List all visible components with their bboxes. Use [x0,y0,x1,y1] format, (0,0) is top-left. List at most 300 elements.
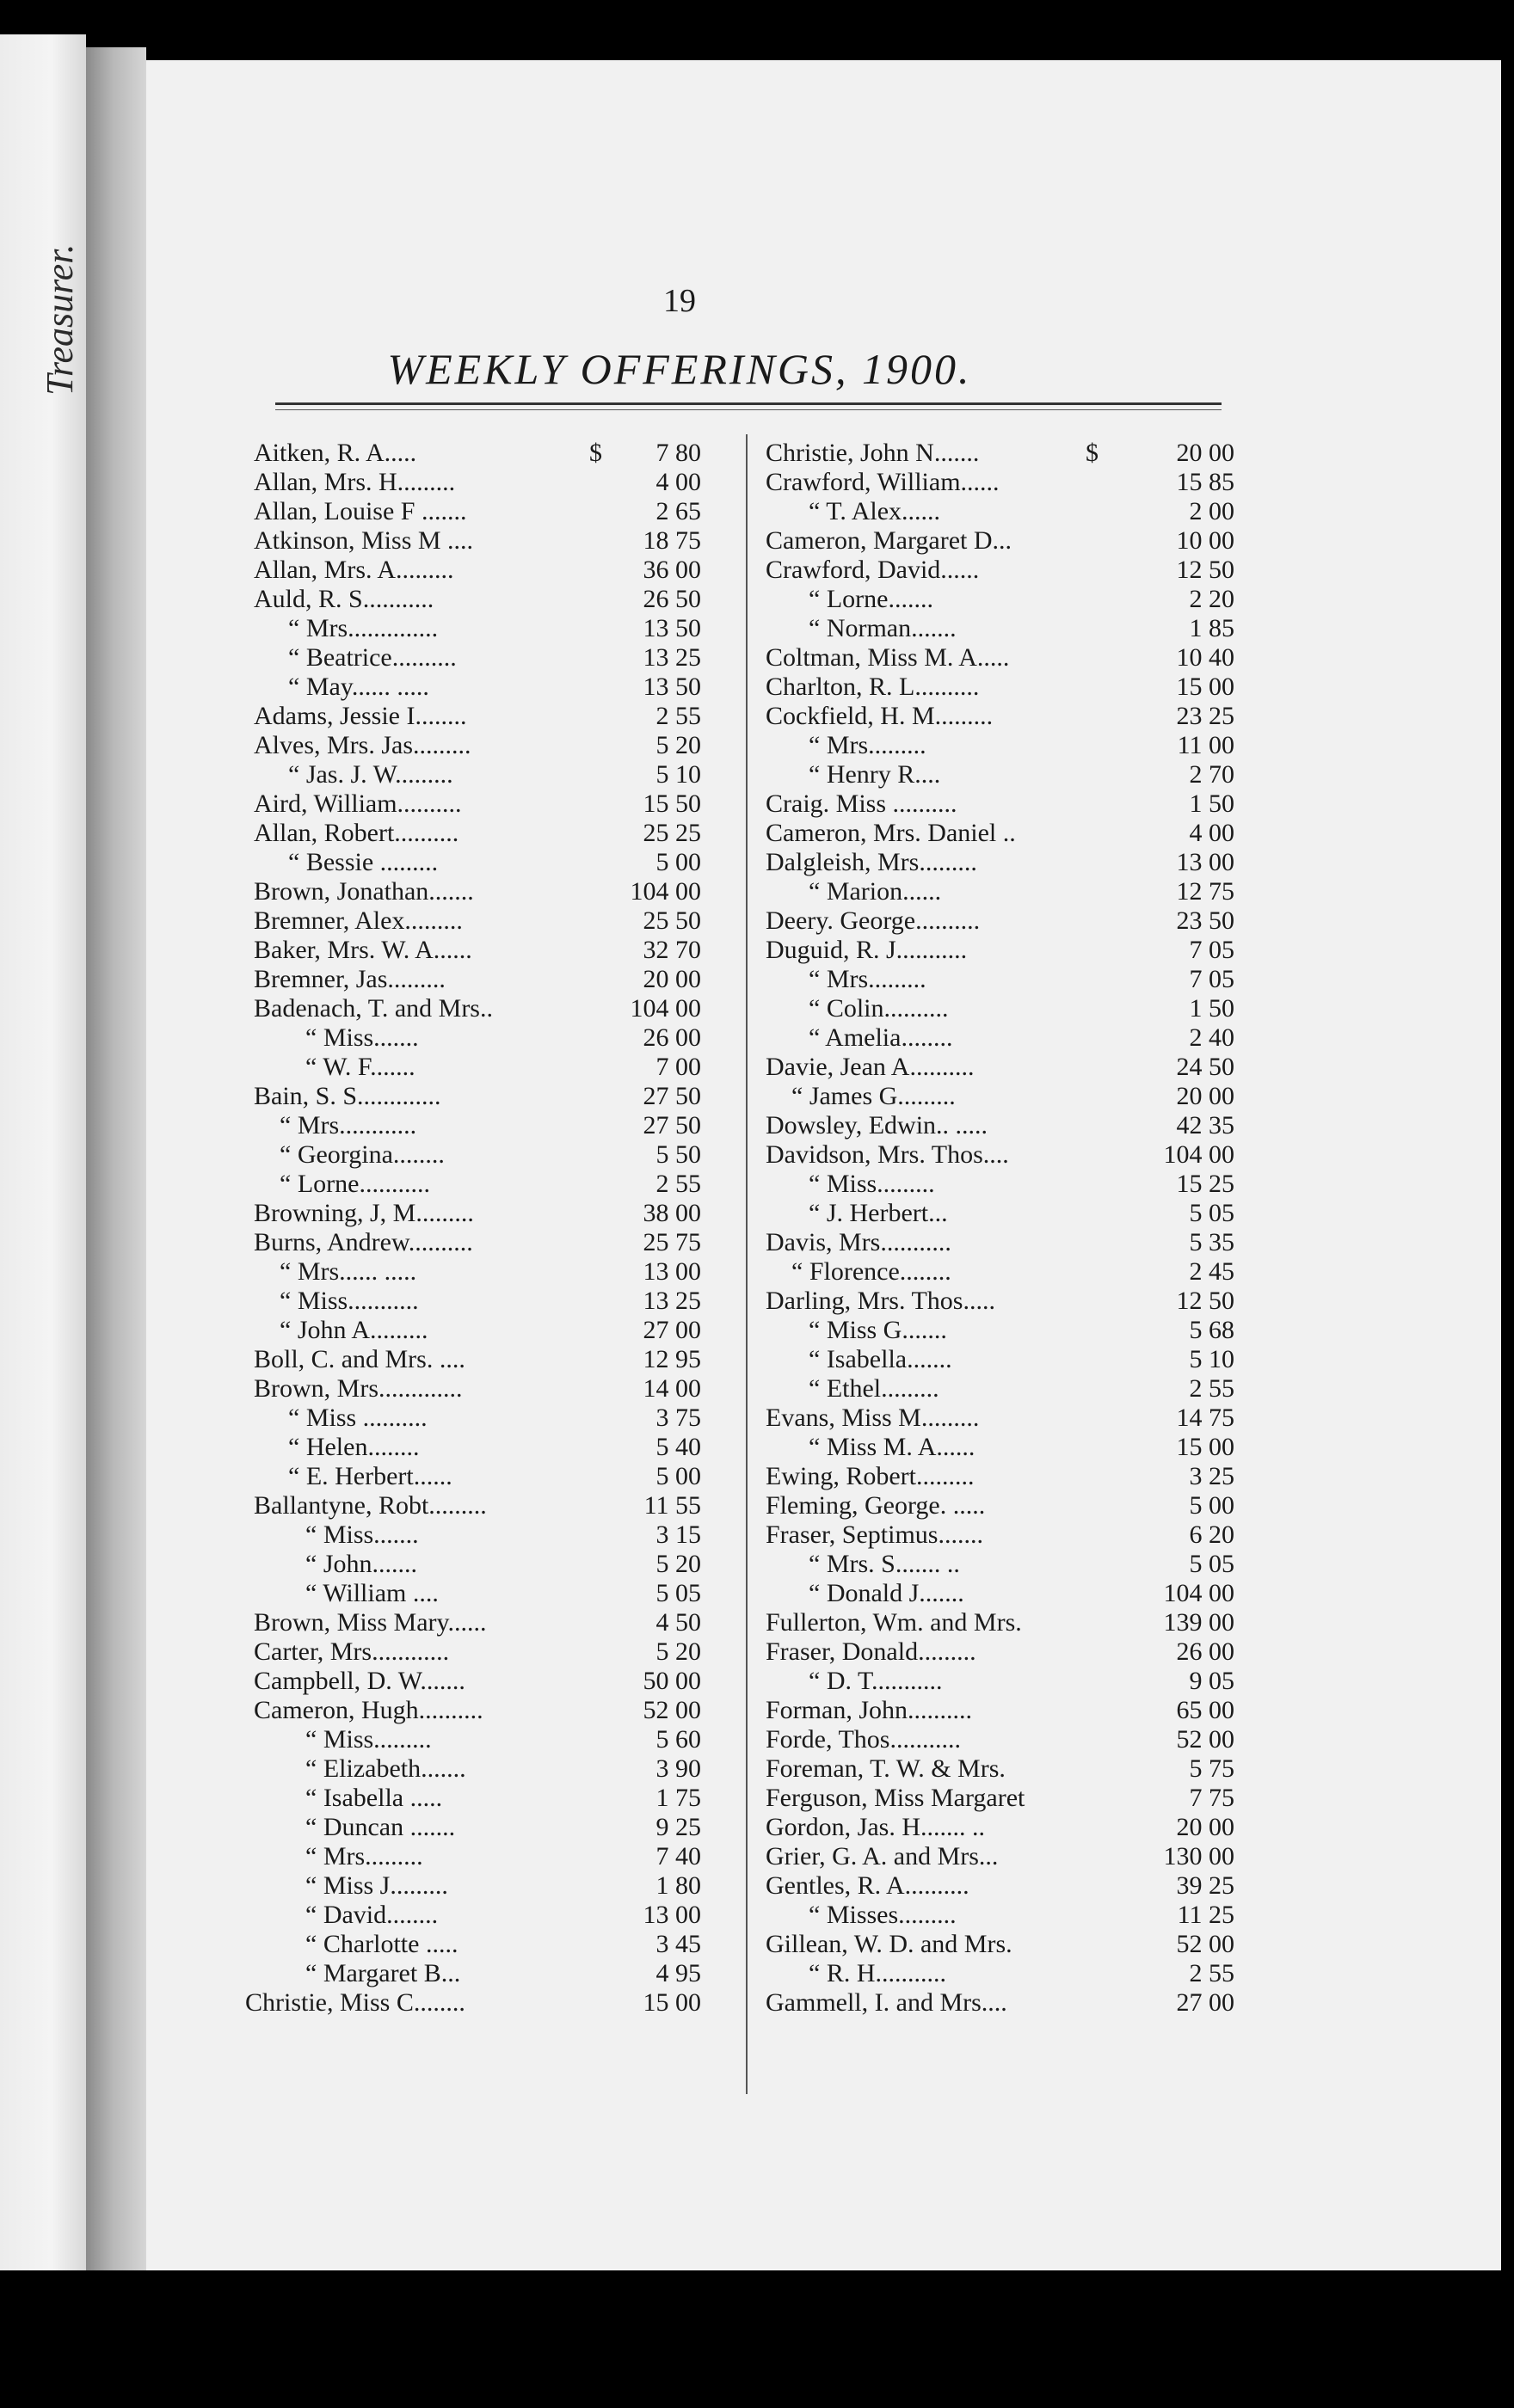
right-column [757,439,1234,2018]
table-row [254,1754,723,1784]
table-row [254,1082,723,1111]
previous-page-text: Treasurer. [39,243,81,396]
offering-amount: 26 00 [643,1023,701,1052]
donor-name: “ J. Herbert... [809,1199,948,1227]
offering-amount: 1 50 [1189,994,1234,1023]
donor-name: Boll, C. and Mrs. .... [254,1345,465,1373]
table-row [757,936,1234,965]
offering-amount: 104 00 [630,994,701,1023]
offering-amount: 23 25 [1176,702,1234,730]
table-row [757,1462,1234,1491]
donor-name: “ Miss .......... [288,1404,428,1432]
offering-amount: 1 85 [1189,614,1234,642]
offering-amount: 38 00 [643,1199,701,1227]
table-row [757,1550,1234,1579]
table-row [757,1579,1234,1608]
offering-amount: 130 00 [1163,1842,1234,1870]
offering-amount: 65 00 [1176,1696,1234,1724]
document-page [146,60,1501,2270]
donor-name: Forman, John.......... [766,1696,972,1724]
donor-name: Davie, Jean A.......... [766,1053,975,1081]
donor-name: Bain, S. S............. [254,1082,441,1110]
donor-name: “ Charlotte ..... [305,1930,459,1958]
offering-amount: 2 45 [1189,1257,1234,1286]
offering-amount: 1 50 [1189,789,1234,818]
donor-name: “ Elizabeth....... [305,1754,466,1783]
donor-name: “ Mrs. S....... .. [809,1550,960,1578]
table-row [757,1111,1234,1140]
table-row [254,1813,723,1842]
table-row [757,585,1234,614]
table-row [757,1082,1234,1111]
donor-name: Bremner, Jas......... [254,965,446,993]
table-row [254,1637,723,1667]
donor-name: Allan, Mrs. A......... [254,556,454,584]
table-row [254,702,723,731]
offering-amount: 3 45 [655,1930,701,1958]
offering-amount: 24 50 [1176,1053,1234,1081]
donor-name: Allan, Mrs. H......... [254,468,456,496]
table-row [254,1930,723,1959]
table-row [757,1140,1234,1170]
table-row [254,468,723,497]
offering-amount: 13 50 [643,614,701,642]
donor-name: “ Mrs......... [305,1842,423,1870]
table-row [254,1345,723,1374]
page-title: WEEKLY OFFERINGS, 1900. [387,345,972,393]
donor-name: “ D. T........... [809,1667,943,1695]
donor-name: Duguid, R. J........... [766,936,968,964]
table-row [254,1608,723,1637]
offering-amount: 14 75 [1176,1404,1234,1432]
table-row [757,497,1234,526]
table-row [254,1491,723,1520]
offering-amount: 25 25 [643,819,701,847]
table-row [757,1754,1234,1784]
donor-name: “ John A......... [280,1316,428,1344]
dollar-sign: $ [1086,439,1099,467]
offering-amount: 3 25 [1189,1462,1234,1490]
offering-amount: 25 75 [643,1228,701,1256]
table-row [245,1988,723,2018]
table-row [757,1228,1234,1257]
offering-amount: 50 00 [643,1667,701,1695]
donor-name: Fleming, George. ..... [766,1491,986,1520]
donor-name: “ Helen........ [288,1433,420,1461]
table-row [254,760,723,789]
offering-amount: 3 75 [655,1404,701,1432]
donor-name: Charlton, R. L.......... [766,673,980,701]
donor-name: Craig. Miss .......... [766,789,957,818]
table-row [757,1170,1234,1199]
donor-name: “ Misses......... [809,1901,957,1929]
offering-amount: 5 68 [1189,1316,1234,1344]
donor-name: Ballantyne, Robt......... [254,1491,487,1520]
table-row [254,1023,723,1053]
table-row [254,1462,723,1491]
offering-amount: 5 00 [655,848,701,876]
donor-name: Christie, Miss C........ [245,1988,465,2017]
offering-amount: 7 40 [655,1842,701,1870]
table-row [757,1930,1234,1959]
table-row [254,1316,723,1345]
donor-name: “ Mrs......... [809,731,926,759]
donor-name: Carter, Mrs............ [254,1637,450,1666]
offering-amount: 2 55 [655,702,701,730]
table-row [757,1433,1234,1462]
table-row [757,1345,1234,1374]
offering-amount: 13 25 [643,1287,701,1315]
donor-name: Darling, Mrs. Thos..... [766,1287,995,1315]
table-row [757,643,1234,673]
book-gutter [86,47,146,2270]
table-row [254,1170,723,1199]
donor-name: Cameron, Hugh.......... [254,1696,483,1724]
table-row [757,556,1234,585]
table-row [757,1404,1234,1433]
table-row [757,1520,1234,1550]
donor-name: Campbell, D. W....... [254,1667,465,1695]
donor-name: Dalgleish, Mrs......... [766,848,977,876]
offering-amount: 26 50 [643,585,701,613]
donor-name: “ Mrs............ [280,1111,417,1140]
table-row [254,1111,723,1140]
offering-amount: 2 70 [1189,760,1234,789]
offering-amount: 52 00 [1176,1725,1234,1754]
table-row [757,1637,1234,1667]
donor-name: “ Henry R.... [809,760,941,789]
offering-amount: 5 40 [655,1433,701,1461]
donor-name: “ Jas. J. W......... [288,760,453,789]
offering-amount: 10 00 [1176,526,1234,555]
table-row [254,643,723,673]
table-row [757,439,1234,468]
donor-name: “ R. H........... [809,1959,946,1987]
offering-amount: 2 20 [1189,585,1234,613]
table-row [757,1813,1234,1842]
offering-amount: 11 25 [1177,1901,1234,1929]
donor-name: “ Bessie ......... [288,848,439,876]
table-row [254,1520,723,1550]
donor-name: “ Isabella ..... [305,1784,443,1812]
donor-name: “ Margaret B... [305,1959,461,1987]
table-row [254,1257,723,1287]
table-row [757,702,1234,731]
table-row [757,1696,1234,1725]
offering-amount: 20 00 [1176,1813,1234,1841]
table-row [757,1959,1234,1988]
offering-amount: 1 75 [655,1784,701,1812]
table-row [254,1550,723,1579]
table-row [757,1988,1234,2018]
offering-amount: 18 75 [643,526,701,555]
donor-name: Forde, Thos........... [766,1725,961,1754]
donor-name: “ Mrs.............. [288,614,439,642]
offering-amount: 13 00 [1176,848,1234,876]
table-row [254,819,723,848]
donor-name: “ Norman....... [809,614,957,642]
offering-amount: 6 20 [1189,1520,1234,1549]
offering-amount: 11 00 [1177,731,1234,759]
table-row [757,848,1234,877]
table-row [757,1374,1234,1404]
donor-name: Browning, J, M......... [254,1199,474,1227]
donor-name: Grier, G. A. and Mrs... [766,1842,999,1870]
table-row [254,936,723,965]
offering-amount: 9 05 [1189,1667,1234,1695]
donor-name: Brown, Jonathan....... [254,877,474,906]
table-row [757,789,1234,819]
donor-name: “ Mrs...... ..... [280,1257,417,1286]
offering-amount: 12 50 [1176,556,1234,584]
donor-name: Brown, Mrs............. [254,1374,463,1403]
donor-name: Fullerton, Wm. and Mrs. [766,1608,1022,1637]
table-row [757,1257,1234,1287]
offering-amount: 7 05 [1189,965,1234,993]
title-rule-thin [275,409,1222,410]
donor-name: Davidson, Mrs. Thos.... [766,1140,1009,1169]
offering-amount: 32 70 [643,936,701,964]
offering-amount: 4 50 [655,1608,701,1637]
offering-amount: 36 00 [643,556,701,584]
table-row [757,731,1234,760]
donor-name: Cameron, Margaret D... [766,526,1012,555]
table-row [254,1784,723,1813]
offering-amount: 13 00 [643,1901,701,1929]
table-row [254,1901,723,1930]
donor-name: Ewing, Robert......... [766,1462,975,1490]
offering-amount: 4 00 [655,468,701,496]
donor-name: Baker, Mrs. W. A...... [254,936,472,964]
offering-amount: 15 85 [1176,468,1234,496]
donor-name: Cameron, Mrs. Daniel .. [766,819,1016,847]
table-row [254,1433,723,1462]
donor-name: “ Florence........ [791,1257,951,1286]
offering-amount: 12 95 [643,1345,701,1373]
table-row [254,877,723,906]
offering-amount: 5 05 [655,1579,701,1607]
offering-amount: 2 65 [655,497,701,525]
table-row [757,1608,1234,1637]
donor-name: “ William .... [305,1579,439,1607]
donor-name: “ Georgina........ [280,1140,445,1169]
offering-amount: 25 50 [643,906,701,935]
left-column [245,439,723,2018]
offering-amount: 5 05 [1189,1199,1234,1227]
table-row [254,556,723,585]
table-row [254,1959,723,1988]
donor-name: “ Miss....... [305,1023,419,1052]
table-row [254,1696,723,1725]
donor-name: Badenach, T. and Mrs.. [254,994,493,1023]
donor-name: Allan, Robert.......... [254,819,459,847]
column-divider [746,434,748,2094]
table-row [254,439,723,468]
table-row [254,1228,723,1257]
offering-amount: 20 00 [1176,439,1234,467]
offering-amount: 15 25 [1176,1170,1234,1198]
table-row [254,585,723,614]
offering-amount: 104 00 [1163,1140,1234,1169]
table-row [254,906,723,936]
donor-name: Foreman, T. W. & Mrs. [766,1754,1006,1783]
donor-name: “ May...... ..... [288,673,429,701]
table-row [254,789,723,819]
offering-amount: 2 55 [1189,1374,1234,1403]
offering-amount: 1 80 [655,1871,701,1900]
table-row [254,1579,723,1608]
donor-name: “ Miss G....... [809,1316,947,1344]
offering-amount: 5 50 [655,1140,701,1169]
donor-name: Brown, Miss Mary...... [254,1608,487,1637]
donor-name: Cockfield, H. M......... [766,702,994,730]
table-row [757,1842,1234,1871]
donor-name: Crawford, David...... [766,556,980,584]
offering-amount: 15 00 [1176,1433,1234,1461]
offering-amount: 15 00 [643,1988,701,2017]
offering-amount: 7 75 [1189,1784,1234,1812]
table-row [757,1316,1234,1345]
donor-name: Gentles, R. A.......... [766,1871,969,1900]
table-row [254,1871,723,1901]
table-row [757,1023,1234,1053]
table-row [254,1140,723,1170]
table-row [254,965,723,994]
offering-amount: 20 00 [643,965,701,993]
table-row [254,1842,723,1871]
donor-name: “ Amelia........ [809,1023,953,1052]
table-row [757,468,1234,497]
offering-amount: 7 05 [1189,936,1234,964]
offering-amount: 5 20 [655,731,701,759]
offering-amount: 23 50 [1176,906,1234,935]
offering-amount: 13 25 [643,643,701,672]
table-row [254,526,723,556]
donor-name: “ Miss M. A...... [809,1433,975,1461]
table-row [254,1404,723,1433]
donor-name: “ Donald J....... [809,1579,964,1607]
table-row [757,1287,1234,1316]
offering-amount: 4 00 [1189,819,1234,847]
table-row [757,1053,1234,1082]
donor-name: Coltman, Miss M. A..... [766,643,1010,672]
offering-amount: 11 55 [643,1491,701,1520]
donor-name: “ T. Alex...... [809,497,941,525]
offering-amount: 3 90 [655,1754,701,1783]
offering-amount: 5 35 [1189,1228,1234,1256]
donor-name: “ Lorne....... [809,585,933,613]
table-row [757,877,1234,906]
donor-name: Adams, Jessie I........ [254,702,467,730]
donor-name: “ W. F....... [305,1053,415,1081]
donor-name: “ Miss......... [809,1170,935,1198]
donor-name: “ Colin.......... [809,994,949,1023]
donor-name: Gammell, I. and Mrs.... [766,1988,1007,2017]
donor-name: “ Miss....... [305,1520,419,1549]
donor-name: “ Duncan ....... [305,1813,456,1841]
offering-amount: 5 05 [1189,1550,1234,1578]
donor-name: “ Beatrice.......... [288,643,457,672]
table-row [757,526,1234,556]
dollar-sign: $ [589,439,602,467]
table-row [757,673,1234,702]
donor-name: Fraser, Donald......... [766,1637,976,1666]
donor-name: “ E. Herbert...... [288,1462,452,1490]
table-row [254,994,723,1023]
offering-amount: 5 20 [655,1550,701,1578]
donor-name: Deery. George.......... [766,906,981,935]
offering-amount: 15 00 [1176,673,1234,701]
table-row [254,1374,723,1404]
offering-amount: 27 50 [643,1111,701,1140]
donor-name: “ Miss J......... [305,1871,448,1900]
offering-amount: 42 35 [1176,1111,1234,1140]
offering-amount: 5 10 [1189,1345,1234,1373]
donor-name: Gillean, W. D. and Mrs. [766,1930,1012,1958]
donor-name: “ John....... [305,1550,417,1578]
offering-amount: 12 50 [1176,1287,1234,1315]
donor-name: Allan, Louise F ....... [254,497,467,525]
offering-amount: 2 55 [655,1170,701,1198]
offering-amount: 2 55 [1189,1959,1234,1987]
donor-name: “ Miss........... [280,1287,419,1315]
donor-name: Bremner, Alex......... [254,906,463,935]
offering-amount: 14 00 [643,1374,701,1403]
offering-amount: 15 50 [643,789,701,818]
table-row [254,731,723,760]
offering-amount: 39 25 [1176,1871,1234,1900]
donor-name: “ James G......... [791,1082,956,1110]
donor-name: “ Miss......... [305,1725,432,1754]
offering-amount: 5 00 [655,1462,701,1490]
donor-name: Evans, Miss M......... [766,1404,980,1432]
offering-amount: 7 00 [655,1053,701,1081]
offering-amount: 52 00 [643,1696,701,1724]
donor-name: Fraser, Septimus....... [766,1520,983,1549]
offering-amount: 5 00 [1189,1491,1234,1520]
offering-amount: 7 80 [655,439,701,467]
donor-name: Aitken, R. A..... [254,439,417,467]
offering-amount: 27 50 [643,1082,701,1110]
donor-name: Alves, Mrs. Jas......... [254,731,471,759]
offering-amount: 13 50 [643,673,701,701]
offering-amount: 5 10 [655,760,701,789]
donor-name: Burns, Andrew.......... [254,1228,473,1256]
table-row [757,994,1234,1023]
table-row [757,965,1234,994]
donor-name: “ Ethel......... [809,1374,939,1403]
offering-amount: 2 00 [1189,497,1234,525]
donor-name: “ Mrs......... [809,965,926,993]
table-row [254,1053,723,1082]
donor-name: Auld, R. S........... [254,585,434,613]
table-row [254,1725,723,1754]
donor-name: Dowsley, Edwin.. ..... [766,1111,988,1140]
table-row [757,1784,1234,1813]
table-row [254,1199,723,1228]
table-row [757,1871,1234,1901]
table-row [757,614,1234,643]
offering-amount: 52 00 [1176,1930,1234,1958]
offering-amount: 27 00 [643,1316,701,1344]
offering-amount: 10 40 [1176,643,1234,672]
donor-name: Gordon, Jas. H....... .. [766,1813,985,1841]
offering-amount: 5 60 [655,1725,701,1754]
offering-amount: 27 00 [1176,1988,1234,2017]
donor-name: Aird, William.......... [254,789,462,818]
table-row [757,1491,1234,1520]
table-row [254,497,723,526]
